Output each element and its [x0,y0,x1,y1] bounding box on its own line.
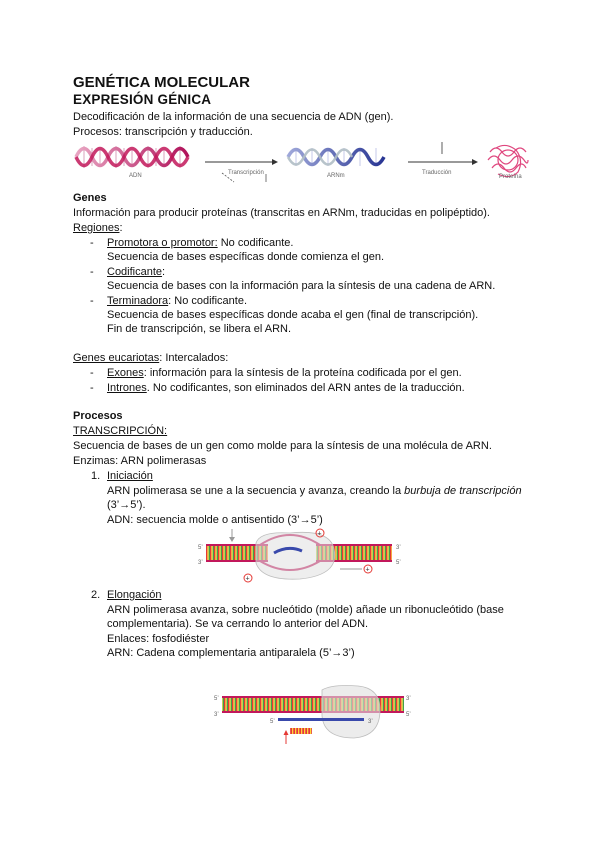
arnm-label: ARNm [327,173,345,179]
list-bullet: - [90,266,94,278]
strand-end-label: 5’ [396,560,401,566]
strand-end-label: 3’ [198,560,203,566]
region-codificante-desc: Secuencia de bases con la información para la síntesis de una cadena de ARN. [107,280,496,292]
transcripcion-label: Transcripción [228,170,264,176]
enzimas-line: Enzimas: ARN polimerasas [73,455,207,467]
traduccion-label: Traducción [422,170,452,176]
region-promotora-desc: Secuencia de bases específicas donde comienza el gen. [107,251,385,263]
rna-polymerase [322,686,380,739]
region-terminadora: Terminadora: No codificante. [107,295,248,307]
genes-heading: Genes [73,192,107,204]
region-promotora: Promotora o promotor: No codificante. [107,237,294,249]
rna-polymerase [256,532,335,579]
strand-end-label: 3’ [406,696,411,702]
transcripcion-definition: Secuencia de bases de un gen como molde para la síntesis de una molécula de ARN. [73,440,492,452]
genes-definition: Información para producir proteínas (transcritas en ARNm, traducidas en polipéptido). [73,207,490,219]
strand-end-label: 3’ [396,545,401,551]
arrowhead [472,159,478,165]
iniciacion-line-3: ADN: secuencia molde o antisentido (3’→5’) [107,514,323,526]
transcripcion-heading: TRANSCRIPCIÓN: [73,425,168,437]
initiation-diagram [190,527,410,587]
nucleotides [290,728,312,734]
strand-end-label: 5’ [214,696,219,702]
step-number: 1. [91,470,101,482]
list-bullet: - [90,237,94,249]
rna-strand [278,718,364,721]
expression-diagram [0,140,600,190]
list-bullet: - [90,367,94,379]
iniciacion-heading: Iniciación [107,470,153,482]
strand-end-label: 3’ [214,712,219,718]
elongacion-line-1: ARN polimerasa avanza, sobre nucleótido (molde) añade un ribonucleótido (base [107,604,504,616]
arrowhead [272,159,278,165]
regiones-heading: Regiones: [73,222,123,234]
eucariotas-heading: Genes eucariotas: Intercalados: [73,352,229,364]
page-subtitle: EXPRESIÓN GÉNICA [73,92,212,107]
arrowhead [229,537,235,542]
rna-helix-image [288,148,384,166]
protein-image [488,145,528,176]
elongacion-line-2: complementaria). Se va cerrando lo anterior del ADN. [107,618,369,630]
dna-helix-image [76,146,188,168]
adn-label: ADN [129,173,142,179]
procesos-heading: Procesos [73,410,123,422]
step-number: 2. [91,589,101,601]
elongacion-heading: Elongación [107,589,162,601]
strand-end-label: 5’ [406,712,411,718]
strand-end-label: 5’ [198,545,203,551]
rna-end-label: 5’ [270,719,275,725]
arrowhead [284,730,289,735]
elongation-diagram [208,688,428,744]
elongacion-line-4: ARN: Cadena complementaria antiparalela (5’→3’) [107,647,355,659]
intrones-item: Intrones. No codificantes, son eliminados del ARN antes de la traducción. [107,382,465,394]
region-codificante: Codificante: [107,266,166,278]
proteina-label: Proteína [499,174,522,180]
iniciacion-line-2: (3’→5’). [107,499,146,511]
page-title: GENÉTICA MOLECULAR [73,74,250,91]
exones-item: Exones: información para la síntesis de la proteína codificada por el gen. [107,367,462,379]
iniciacion-line-1: ARN polimerasa se une a la secuencia y avanza, creando la burbuja de transcripción [107,485,522,497]
plus-icon: + [245,575,250,583]
rna-end-label: 3’ [368,719,373,725]
elongacion-line-3: Enlaces: fosfodiéster [107,633,210,645]
list-bullet: - [90,382,94,394]
plus-icon: + [317,530,322,538]
intro-line-2: Procesos: transcripción y traducción. [73,126,253,138]
region-terminadora-desc-1: Secuencia de bases específicas donde acaba el gen (final de transcripción). [107,309,479,321]
region-terminadora-desc-2: Fin de transcripción, se libera el ARN. [107,323,292,335]
plus-icon: + [365,566,370,574]
list-bullet: - [90,295,94,307]
intro-line-1: Decodificación de la información de una secuencia de ADN (gen). [73,111,394,123]
